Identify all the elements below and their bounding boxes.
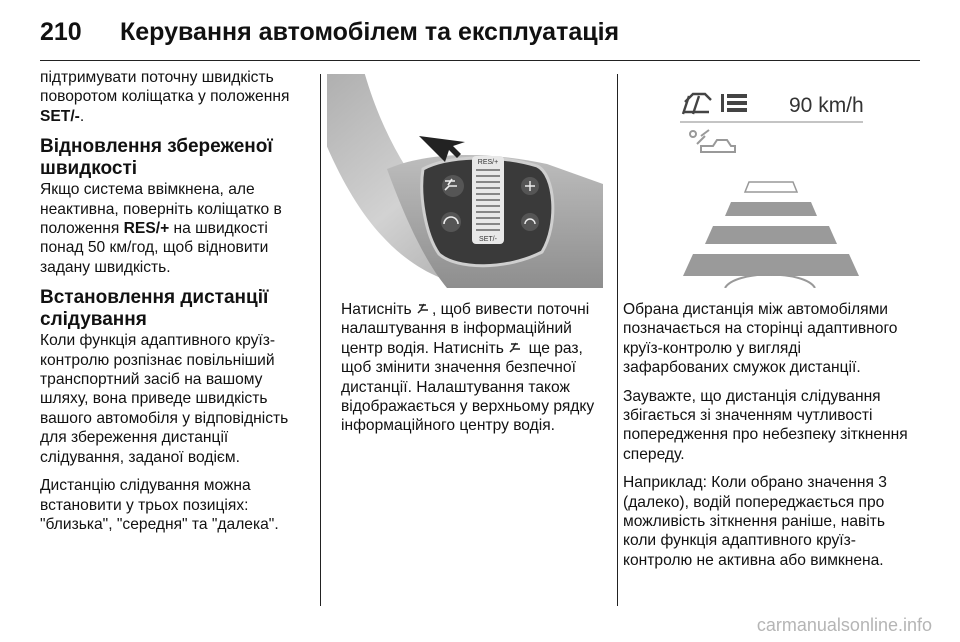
distance-bar-3	[725, 202, 817, 216]
distance-button[interactable]	[442, 175, 464, 197]
col3-paragraph-3: Наприклад: Коли обрано значення 3 (далеко), водій попереджається про можливість зіткнення раніше, навіть коли функція адаптивного круїз-контролю не активна або вимкнена.	[623, 474, 887, 569]
watermark: carmanualsonline.info	[756, 615, 932, 635]
heading-set-distance: Встановлення дистанції слідування	[40, 287, 269, 331]
col2-text-1: Натисніть	[341, 301, 412, 318]
col2-text-2: , щоб вивести поточні налаштування в інформаційний центр водія. Натисніть	[341, 301, 590, 357]
col3-paragraph-1: Обрана дистанція між автомобілями позначається на сторінці адаптивного круїз-контролю у вигляді зафарбованих смужок дистанції.	[623, 301, 898, 377]
column-divider-1	[320, 74, 321, 606]
set-button-label: SET/-	[479, 236, 497, 243]
resume-paragraph	[40, 180, 312, 277]
resume-text-1: Якщо система ввімкнена, але неактивна, поверніть коліщатко в положення	[40, 181, 282, 238]
set-label: SET/-	[40, 107, 80, 125]
distance-bar-1	[683, 254, 859, 276]
speed-readout: 90 km/h	[789, 94, 864, 117]
col3-paragraph-2: Зауважте, що дистанція слідування збігається зі значенням чутливості попередження про небезпеку зіткнення спереду.	[623, 387, 908, 463]
column-divider-2	[617, 74, 618, 606]
following-distance-icon	[417, 302, 431, 315]
intro-paragraph	[40, 68, 312, 126]
page-number: 210	[40, 18, 82, 46]
page-header	[40, 14, 920, 54]
page-title: Керування автомобілем та експлуатація	[120, 18, 620, 46]
info-display-figure	[625, 74, 901, 288]
steering-wheel-figure	[327, 74, 603, 288]
column-right	[623, 300, 908, 579]
distance-bar-far-empty	[745, 182, 797, 192]
steering-wheel-illustration	[327, 74, 603, 288]
col2-text-3: ще раз, щоб змінити значення безпечної дистанції. Налаштування також відображається у верхньому рядку інформаційного центру водія.	[341, 339, 595, 435]
column-left	[40, 68, 312, 543]
header-divider	[40, 60, 920, 61]
positions-paragraph: Дистанцію слідування можна встановити у трьох позиціях: "близька", "середня" та "далека".	[40, 477, 279, 533]
distance-bar-2	[705, 226, 837, 244]
distance-paragraph: Коли функція адаптивного круїз-контролю розпізнає повільніший транспортний засіб на вашому шляху, вона приведе швидкість вашого автомобіля у відповідність для збереження дистанції слідування, заданої водієм.	[40, 332, 289, 466]
heading-resume-speed: Відновлення збереженої швидкості	[40, 136, 273, 180]
intro-text: підтримувати поточну швидкість поворотом коліщатка у положення	[40, 69, 290, 106]
column-middle	[341, 300, 611, 445]
cruise-button[interactable]	[441, 212, 461, 232]
distance-button-paragraph	[341, 300, 611, 436]
intro-end: .	[79, 107, 85, 125]
res-label: RES/+	[123, 220, 170, 238]
following-distance-icon	[509, 341, 523, 354]
res-button-label: RES/+	[477, 159, 499, 166]
resume-text-2: на швидкості понад 50 км/год, щоб відновити задану швидкість.	[40, 220, 269, 276]
driver-info-display	[625, 74, 901, 288]
